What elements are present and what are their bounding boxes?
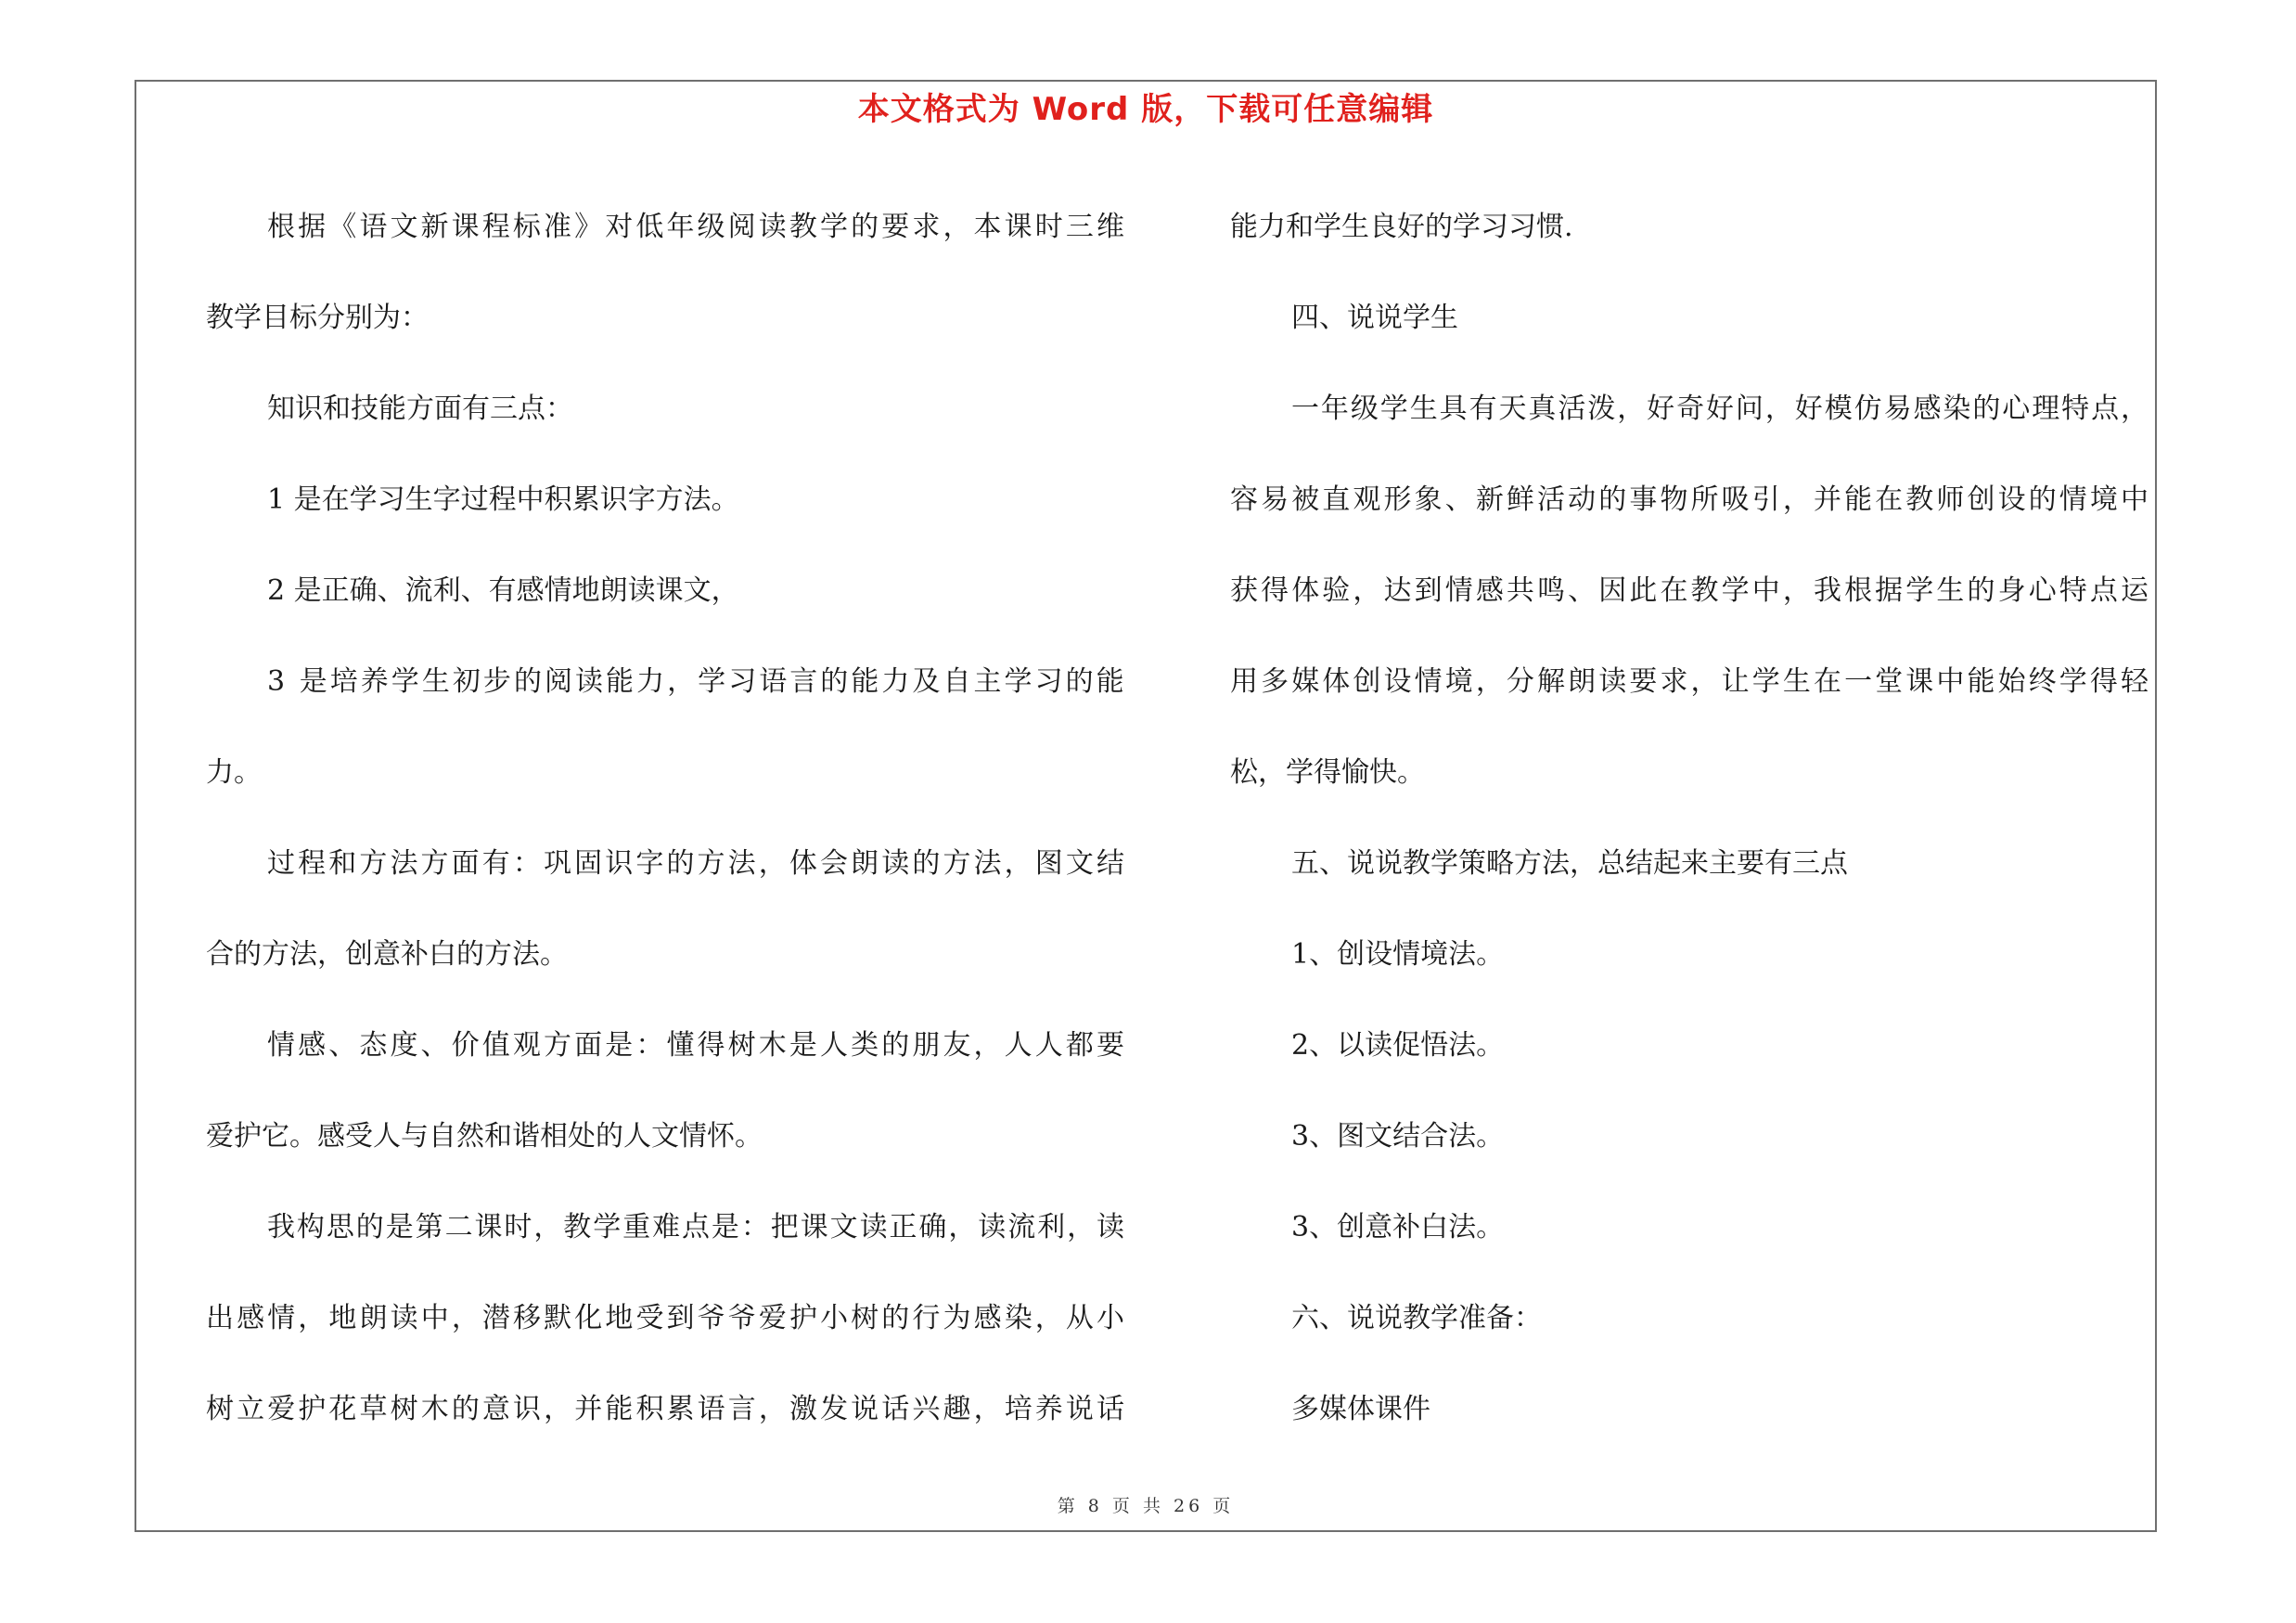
text-line: 能力和学生良好的学习习惯. (1230, 211, 1573, 243)
text-line: 合的方法，创意补白的方法。 (206, 938, 568, 971)
text-line: 3 是培养学生初步的阅读能力，学习语言的能力及自主学习的能 (267, 665, 1127, 698)
text-line: 2 是正确、流利、有感情地朗读课文， (267, 574, 739, 607)
text-line: 根据《语文新课程标准》对低年级阅读教学的要求，本课时三维 (267, 211, 1128, 243)
text-line: 情感、态度、价值观方面是：懂得树木是人类的朋友，人人都要 (267, 1029, 1128, 1062)
text-line: 1 是在学习生字过程中积累识字方法。 (267, 483, 739, 516)
text-line: 容易被直观形象、新鲜活动的事物所吸引，并能在教师创设的情境中 (1230, 483, 2152, 516)
format-banner: 本文格式为 Word 版，下载可任意编辑 (857, 91, 1434, 128)
text-line: 树立爱护花草树木的意识，并能积累语言，激发说话兴趣，培养说话 (206, 1393, 1128, 1425)
text-line: 1、创设情境法。 (1291, 938, 1505, 971)
left-text-column (206, 182, 1128, 1455)
text-line: 出感情，地朗读中，潜移默化地受到爷爷爱护小树的行为感染，从小 (206, 1302, 1128, 1334)
text-line: 一年级学生具有天真活泼，好奇好问，好模仿易感染的心理特点， (1291, 393, 2150, 425)
text-line: 松，学得愉快。 (1230, 756, 1425, 789)
text-line: 3、图文结合法。 (1291, 1120, 1505, 1153)
right-text-column (1230, 182, 2152, 1455)
page-number: 第 8 页 共 26 页 (1057, 1496, 1235, 1516)
text-line: 获得体验，达到情感共鸣、因此在教学中，我根据学生的身心特点运 (1230, 574, 2152, 607)
text-line: 用多媒体创设情境，分解朗读要求，让学生在一堂课中能始终学得轻 (1230, 665, 2152, 698)
text-line: 五、说说教学策略方法，总结起来主要有三点 (1291, 847, 1848, 880)
text-line: 六、说说教学准备： (1291, 1302, 1542, 1334)
text-line: 我构思的是第二课时，教学重难点是：把课文读正确，读流利，读 (267, 1211, 1126, 1243)
text-line: 力。 (206, 756, 262, 789)
text-line: 爱护它。感受人与自然和谐相处的人文情怀。 (206, 1120, 763, 1153)
text-line: 教学目标分别为： (206, 302, 429, 334)
text-line: 2、以读促悟法。 (1291, 1029, 1505, 1062)
text-line: 多媒体课件 (1291, 1393, 1430, 1425)
text-line: 四、说说学生 (1291, 302, 1458, 334)
text-line: 过程和方法方面有：巩固识字的方法，体会朗读的方法，图文结 (267, 847, 1128, 880)
text-line: 3、创意补白法。 (1291, 1211, 1505, 1243)
text-line: 知识和技能方面有三点： (267, 393, 573, 425)
